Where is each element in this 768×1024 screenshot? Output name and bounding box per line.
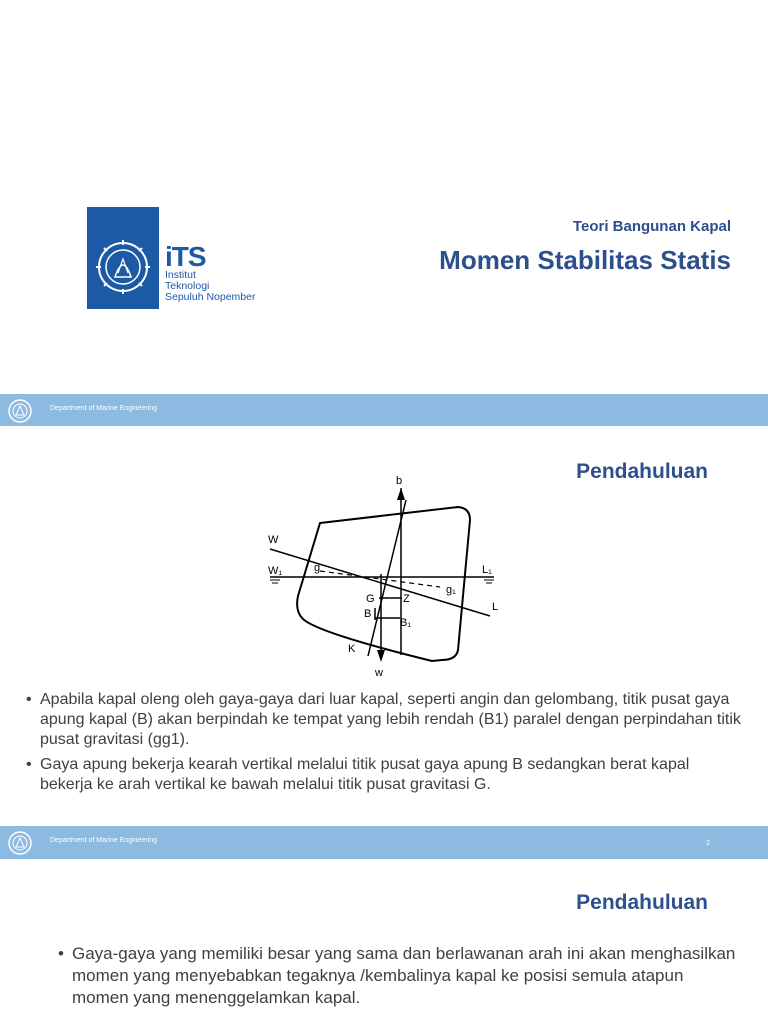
its-logo <box>87 207 159 309</box>
department-footer-band <box>0 394 768 426</box>
department-label: Department of Marine Engineering <box>50 837 158 844</box>
label-L1: L₁ <box>482 564 492 576</box>
label-Z: Z <box>403 593 410 605</box>
label-g: g <box>314 562 321 574</box>
its-wordmark <box>165 241 256 303</box>
label-g1: g₁ <box>446 584 456 596</box>
label-K: K <box>348 643 356 655</box>
label-W1: W₁ <box>268 565 283 577</box>
label-B: B <box>364 608 372 620</box>
bullet-list <box>26 690 746 800</box>
section-title: Pendahuluan <box>576 891 708 914</box>
bullet-item: • Gaya apung bekerja kearah vertikal melalui titik pusat gaya apung B sedangkan berat kapal bekerja ke arah vertikal ke bawah melalui titik pusat gravitasi G. <box>26 755 746 795</box>
course-subtitle: Teori Bangunan Kapal <box>572 218 731 235</box>
bullet-item: • Gaya-gaya yang memiliki besar yang sama dan berlawanan arah ini akan menghasilkan momen yang menyebabkan tegaknya /kembalinya kapal ke posisi semula atapun momen yang menenggelamkan kapal. <box>58 943 738 1009</box>
department-footer-band <box>0 826 768 859</box>
bullet-item: • Apabila kapal oleng oleh gaya-gaya dari luar kapal, seperti angin dan gelombang, titik pusat gaya apung kapal (B) akan berpindah ke tempat yang lebih rendah (B1) paralel dengan perpindahan titik pusat gravitasi (gg1). <box>26 690 746 750</box>
its-logo-line1: Institut <box>165 269 196 281</box>
bullet-list <box>58 943 738 1014</box>
title-slide <box>0 0 768 394</box>
arrow-up-b <box>397 488 405 500</box>
label-G: G <box>366 593 375 605</box>
label-L: L <box>492 601 499 613</box>
water-symbol-right <box>484 580 494 583</box>
its-seal-icon <box>6 397 34 425</box>
its-logo-line3: Sepuluh Nopember <box>165 291 256 303</box>
its-seal-icon <box>6 829 34 857</box>
content-slide-2 <box>0 426 768 826</box>
its-logo-letters: iTS <box>165 241 206 272</box>
label-W: W <box>268 534 279 546</box>
gravity-shift-line <box>320 571 440 587</box>
department-label: Department of Marine Engineering <box>50 405 158 412</box>
label-b: b <box>396 475 403 487</box>
page-number: 2 <box>706 840 710 847</box>
slide-title: Momen Stabilitas Statis <box>439 245 731 275</box>
water-symbol-left <box>270 580 280 583</box>
its-seal-icon <box>87 207 159 309</box>
its-logo-line2: Teknologi <box>165 280 210 292</box>
section-title: Pendahuluan <box>576 460 708 483</box>
ship-stability-diagram <box>262 470 512 679</box>
label-w: w <box>375 667 383 679</box>
content-slide-3 <box>0 859 768 1024</box>
label-B1: B₁ <box>400 617 412 629</box>
